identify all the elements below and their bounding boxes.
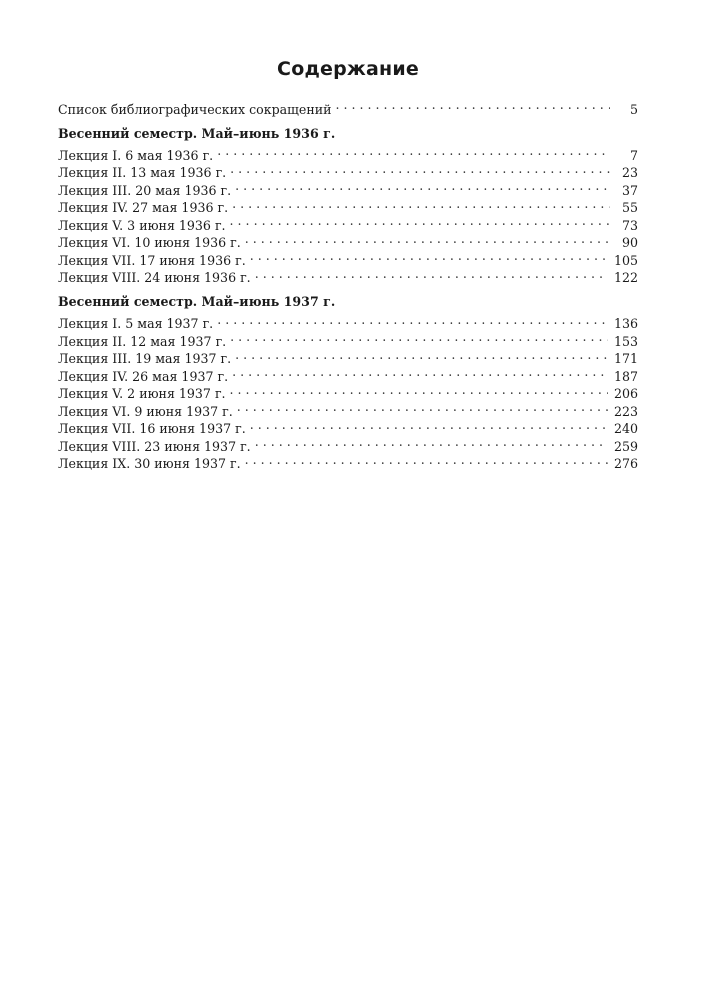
toc-entry-label: Список библиографических сокращений [58,101,332,117]
dot-leader [217,311,608,329]
page-title: Содержание [277,58,419,80]
dot-leader [230,160,610,178]
dot-leader [230,381,608,399]
table-of-contents [58,58,638,471]
toc-entry-page: 90 [621,235,638,250]
dot-leader [250,247,608,265]
toc-entry-page: 259 [613,438,638,454]
toc-entry-label: Лекция VII. 16 июня 1937 г. [58,421,246,436]
toc-entry-page: 105 [613,252,638,268]
dot-leader [232,195,610,213]
toc-entry-page: 171 [613,351,638,366]
dot-leader [255,433,608,451]
toc-entry-page: 276 [613,456,638,471]
toc-entry-page: 23 [621,165,638,180]
toc-entry-label: Лекция IV. 27 мая 1936 г. [58,200,229,215]
toc-entry[interactable] [58,311,638,329]
dot-leader [230,328,608,346]
toc-entry-label: Лекция VII. 17 июня 1936 г. [58,252,246,268]
dot-leader [245,230,610,248]
toc-entry-label: Лекция VI. 9 июня 1937 г. [58,403,233,419]
toc-entry-label: Лекция VI. 10 июня 1936 г. [58,235,241,250]
toc-entry-page: 153 [613,333,638,349]
section-heading: Весенний семестр. Май–июнь 1937 г. [58,294,336,309]
dot-leader [217,142,610,160]
dot-leader [255,265,608,283]
dot-leader [235,346,608,364]
dot-leader [336,96,610,114]
dot-leader [235,177,610,195]
toc-entry-page: 206 [613,386,638,401]
toc-entry-label: Лекция VIII. 23 июня 1937 г. [58,438,251,454]
toc-entry-page: 223 [613,403,638,419]
toc-entry-label: Лекция II. 12 мая 1937 г. [58,333,227,349]
toc-entry-label: Лекция VIII. 24 июня 1936 г. [58,270,251,285]
toc-entry-label: Лекция IX. 30 июня 1937 г. [58,456,241,471]
toc-entry-page: 136 [613,316,638,331]
toc-entry-label: Лекция I. 5 мая 1937 г. [58,316,214,331]
dot-leader [230,212,610,230]
toc-entry-label: Лекция II. 13 мая 1936 г. [58,165,227,180]
toc-section-1936 [58,125,638,283]
toc-entry-abbreviations[interactable] [58,96,638,117]
toc-entry-label: Лекция V. 3 июня 1936 г. [58,217,226,233]
toc-entry-label: Лекция V. 2 июня 1937 г. [58,386,226,401]
dot-leader [237,398,608,416]
toc-section-1937 [58,293,638,471]
dot-leader [245,451,608,469]
section-heading: Весенний семестр. Май–июнь 1936 г. [58,125,336,141]
toc-entry-page: 7 [629,147,638,163]
toc-entry-page: 5 [629,101,638,117]
toc-entry-label: Лекция III. 20 мая 1936 г. [58,182,232,198]
toc-entry-page: 122 [613,270,638,285]
toc-entry-page: 187 [613,368,638,384]
toc-entry-page: 37 [621,182,638,198]
dot-leader [250,416,608,434]
toc-entry-label: Лекция IV. 26 мая 1937 г. [58,368,229,384]
toc-entry-label: Лекция I. 6 мая 1936 г. [58,147,214,163]
toc-entry[interactable] [58,142,638,163]
toc-entry-page: 55 [621,200,638,215]
toc-entry-label: Лекция III. 19 мая 1937 г. [58,351,232,366]
toc-entry-page: 73 [621,217,638,233]
toc-entry-page: 240 [613,421,638,436]
dot-leader [232,363,608,381]
